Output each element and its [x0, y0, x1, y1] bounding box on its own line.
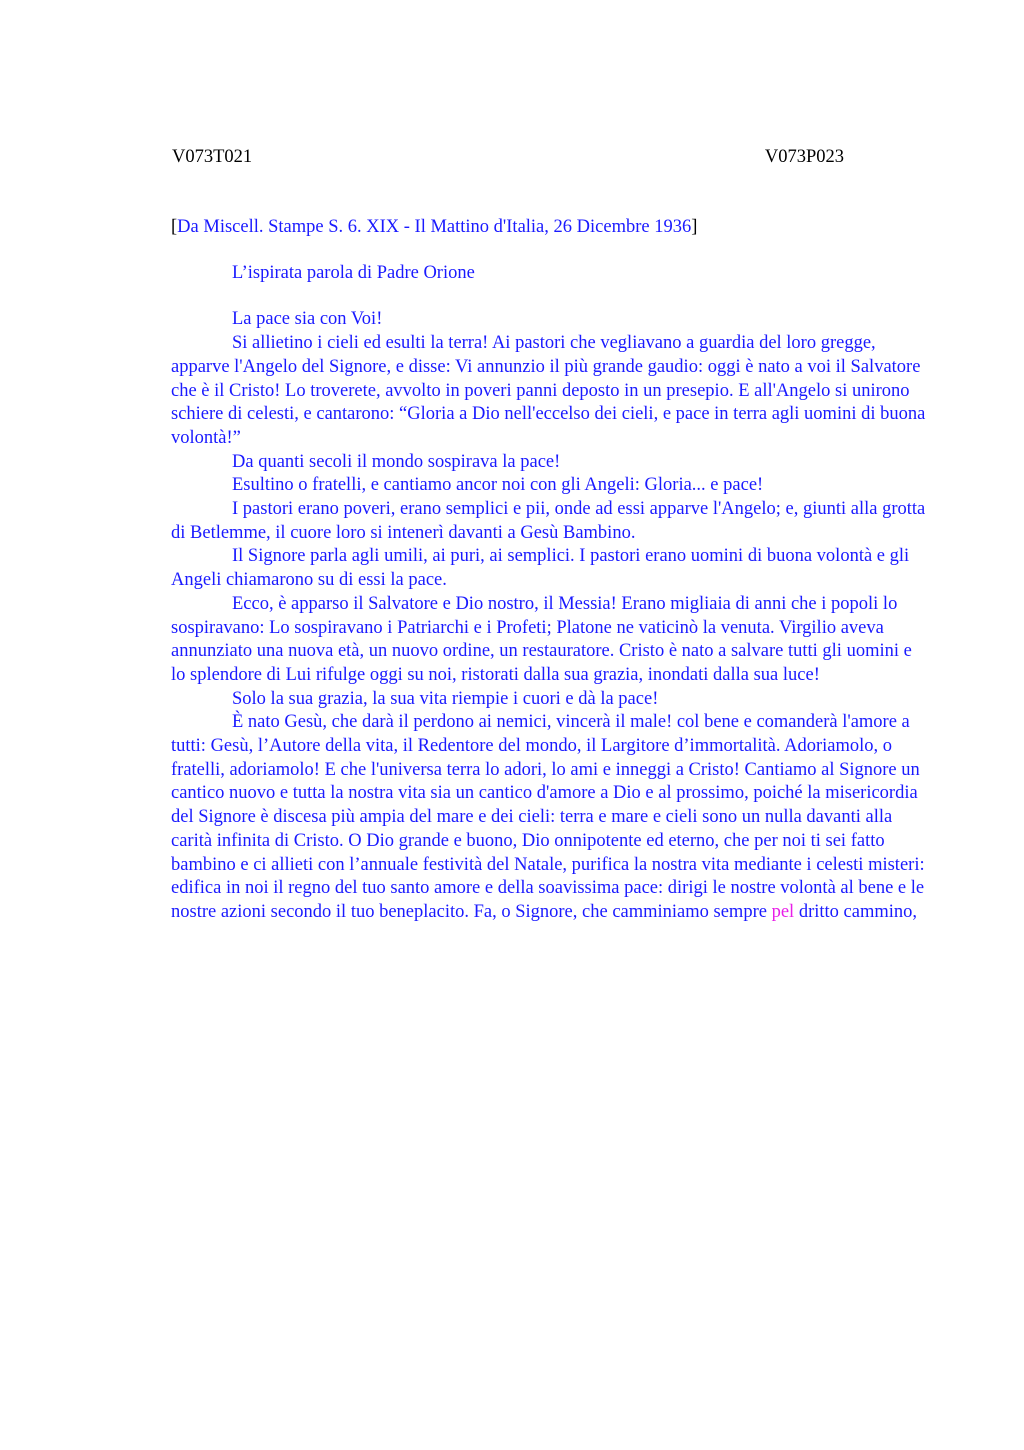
article-title: L’ispirata parola di Padre Orione	[232, 262, 475, 283]
page-header	[172, 146, 844, 170]
document-code: V073T021	[172, 147, 253, 167]
paragraph: La pace sia con Voi!	[232, 309, 383, 330]
source-text: Da Miscell. Stampe S. 6. XIX - Il Mattino d'Italia, 26 Dicembre 1936	[177, 217, 692, 237]
final-text-after: dritto cammino,	[794, 901, 917, 922]
source-citation	[171, 216, 929, 240]
highlighted-word: pel	[771, 901, 795, 922]
paragraph: Solo la sua grazia, la sua vita riempie i cuori e dà la pace!	[232, 688, 659, 709]
document-body	[171, 216, 929, 925]
paragraph: Il Signore parla agli umili, ai puri, ai semplici. I pastori erano uomini di buona volontà e gli Angeli chiamarono su di essi la pace.	[171, 546, 910, 591]
paragraph: I pastori erano poveri, erano semplici e pii, onde ad essi apparve l'Angelo; e, giunti alla grotta di Betlemme, il cuore loro si intenerì davanti a Gesù Bambino.	[171, 499, 926, 543]
paragraph: Da quanti secoli il mondo sospirava la pace!	[232, 451, 561, 472]
close-bracket: ]	[691, 217, 698, 237]
page-code: V073P023	[764, 147, 844, 167]
paragraph: Ecco, è apparso il Salvatore e Dio nostro, il Messia! Erano migliaia di anni che i popoli lo sospiravano: Lo sospiravano i Patriarchi e i Profeti; Platone ne vaticinò la venuta. Virgilio aveva annunziato una nuova età, un nuovo ordine, un restauratore. Cristo è nato a salvare tutti gli uomini e lo splendore di Lui rifulge oggi su noi, ristorati dalla sua grazia, inondati dalla sua luce!	[171, 593, 912, 685]
open-bracket: [	[171, 217, 178, 237]
paragraph-final	[171, 711, 929, 924]
final-text-before: È nato Gesù, che darà il perdono ai nemici, vincerà il male! col bene e comanderà l'amore a tutti: Gesù, l’Autore della vita, il Redentore del mondo, il Largitore d’immortalità. Adoriamolo, o fratelli, adoriamolo! E che l'universa terra lo adori, lo ami e inneggi a Cristo! Cantiamo al Signore un cantico nuovo e tutta la nostra vita sia un cantico d'amore a Dio e al prossimo, poiché la misericordia del Signore è discesa più ampia del mare e dei cieli: terra e mare e cieli sono un nulla davanti alla carità infinita di Cristo. O Dio grande e buono, Dio onnipotente ed eterno, che per noi ti sei fatto bambino e ci allieti con l’annuale festività del Natale, purifica la nostra vita mediante i celesti misteri: edifica in noi il regno del tuo santo amore e della soavissima pace: dirigi le nostre volontà al bene e le nostre azioni secondo il tuo beneplacito. Fa, o Signore, che camminiamo sempre	[171, 712, 925, 922]
paragraph: Si allietino i cieli ed esulti la terra! Ai pastori che vegliavano a guardia del loro gregge, apparve l'Angelo del Signore, e disse: Vi annunzio il più grande gaudio: oggi è nato a voi il Salvatore che è il Cristo! Lo troverete, avvolto in poveri panni deposto in un presepio. E all'Angelo si unirono schiere di celesti, e cantarono: “Gloria a Dio nell'eccelso dei cieli, e pace in terra agli uomini di buona volontà!”	[171, 333, 926, 448]
paragraph: Esultino o fratelli, e cantiamo ancor noi con gli Angeli: Gloria... e pace!	[232, 475, 764, 496]
